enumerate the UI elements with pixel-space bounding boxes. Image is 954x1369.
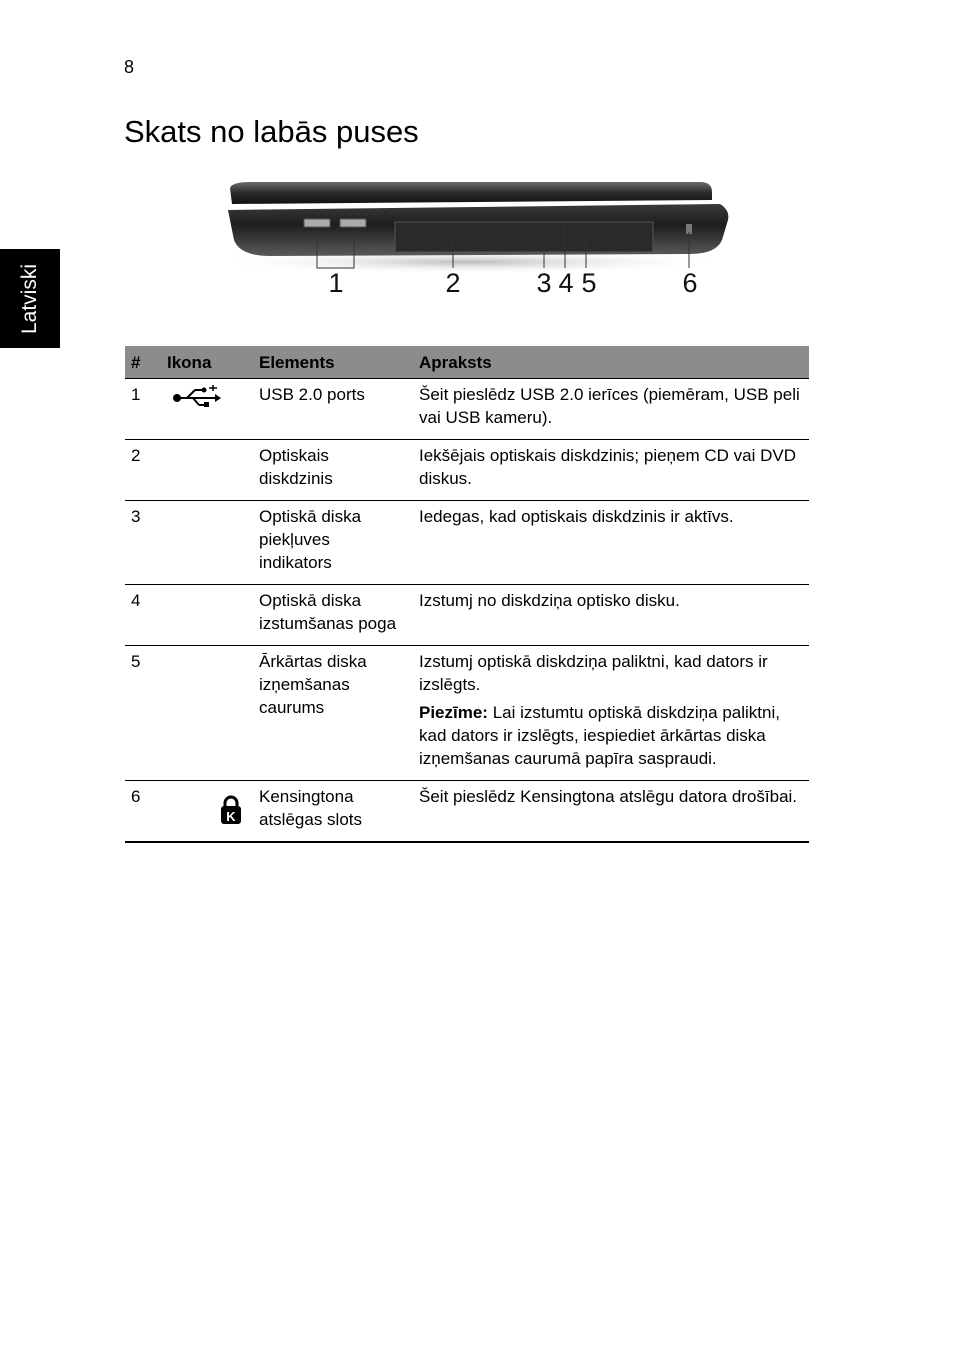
page-title: Skats no labās puses: [124, 114, 419, 149]
row-icon-cell: [161, 440, 253, 501]
row-description-cell: [413, 646, 809, 781]
laptop-right-side-figure: [140, 170, 760, 320]
usb-icon: [171, 385, 221, 409]
row-icon-cell: [161, 585, 253, 646]
table-row: [125, 379, 809, 440]
callout-label-3: 3: [536, 268, 552, 298]
row-description: Šeit pieslēdz USB 2.0 ierīces (piemēram, USB peli vai USB kameru).: [413, 379, 809, 440]
callout-label-5: 5: [581, 268, 597, 298]
header-description: Apraksts: [413, 346, 809, 379]
language-side-tab-label: Latviski: [18, 263, 41, 335]
row-number: 5: [125, 646, 161, 781]
usb-port-2: [340, 219, 366, 227]
note-text: Lai izstumtu optiskā diskdziņa paliktni, kad dators ir izslēgts, iespiediet ārkārtas diska izņemšanas caurumā papīra saspraudi.: [419, 703, 780, 768]
row-description: Iekšējais optiskais diskdzinis; pieņem CD vai DVD diskus.: [413, 440, 809, 501]
row-icon-cell: [161, 781, 253, 843]
row-number: 4: [125, 585, 161, 646]
row-description: Šeit pieslēdz Kensingtona atslēgu datora drošībai.: [413, 781, 809, 843]
callout-label-1: 1: [328, 268, 344, 298]
row-description: Izstumj optiskā diskdziņa paliktni, kad dators ir izslēgts.: [419, 652, 768, 694]
row-icon-cell: [161, 646, 253, 781]
row-element: Optiskais diskdzinis: [253, 440, 413, 501]
row-element: Kensingtona atslēgas slots: [253, 781, 413, 843]
optical-drive-tray: [395, 222, 653, 252]
row-number: 2: [125, 440, 161, 501]
table-row: [125, 585, 809, 646]
table-header-row: [125, 346, 809, 379]
row-icon-cell: [161, 379, 253, 440]
language-side-tab: [0, 249, 60, 348]
row-number: 1: [125, 379, 161, 440]
header-icon: Ikona: [161, 346, 253, 379]
table-row: [125, 501, 809, 585]
header-element: Elements: [253, 346, 413, 379]
row-element: Ārkārtas diska izņemšanas caurums: [253, 646, 413, 781]
callout-label-6: 6: [682, 268, 698, 298]
row-note: [419, 701, 803, 770]
row-description: Iedegas, kad optiskais diskdzinis ir aktīvs.: [413, 501, 809, 585]
svg-text:K: K: [226, 809, 236, 824]
header-number: #: [125, 346, 161, 379]
row-description: Izstumj no diskdziņa optisko disku.: [413, 585, 809, 646]
callout-label-4: 4: [558, 268, 574, 298]
table-row: [125, 440, 809, 501]
table-row: [125, 646, 809, 781]
kensington-lock-icon: [219, 795, 243, 825]
row-number: 6: [125, 781, 161, 843]
row-element: USB 2.0 ports: [253, 379, 413, 440]
callout-label-2: 2: [445, 268, 461, 298]
row-element: Optiskā diska piekļuves indikators: [253, 501, 413, 585]
usb-port-1: [304, 219, 330, 227]
components-table: [125, 346, 809, 843]
table-row: [125, 781, 809, 843]
row-element: Optiskā diska izstumšanas poga: [253, 585, 413, 646]
note-label: Piezīme:: [419, 703, 488, 722]
laptop-lid: [230, 182, 712, 204]
row-number: 3: [125, 501, 161, 585]
row-icon-cell: [161, 501, 253, 585]
page-number: 8: [124, 57, 135, 77]
